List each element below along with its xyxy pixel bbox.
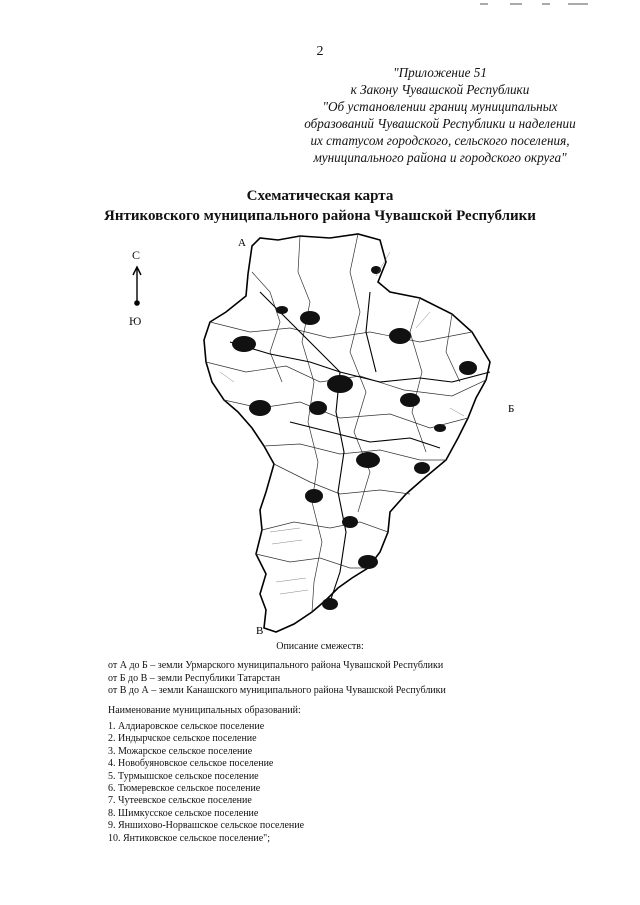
annex-line: муниципального района и городского округа" bbox=[313, 150, 567, 165]
document-title bbox=[0, 186, 640, 226]
title-line-2: Янтиковского муниципального района Чувашской Республики bbox=[104, 208, 536, 224]
list-item: 3. Можарское сельское поселение bbox=[108, 745, 253, 757]
list-item: 2. Индырчское сельское поселение bbox=[108, 733, 257, 745]
annex-line: к Закону Чувашской Республики bbox=[350, 82, 530, 97]
list-item: 7. Чутеевское сельское поселение bbox=[108, 795, 252, 807]
compass-north-label: С bbox=[132, 248, 141, 262]
scan-artifact-marks bbox=[470, 0, 600, 10]
annex-line: их статусом городского, сельского поселения, bbox=[310, 133, 570, 148]
list-item: 10. Янтиковское сельское поселение"; bbox=[108, 832, 271, 844]
list-item: 9. Яншихово-Норвашское сельское поселение bbox=[108, 820, 305, 832]
adjacency-list bbox=[108, 660, 446, 698]
list-item: 8. Шимкусское сельское поселение bbox=[108, 807, 259, 819]
adjacency-line: от А до Б – земли Урмарского муниципального района Чувашской Республики bbox=[108, 660, 444, 671]
map-point-a: А bbox=[238, 237, 246, 249]
page-number: 2 bbox=[316, 44, 324, 59]
annex-line: образований Чувашской Республики и наделении bbox=[304, 116, 576, 131]
annex-header bbox=[280, 64, 600, 166]
compass-south-label: Ю bbox=[129, 314, 142, 328]
annex-line: "Об установлении границ муниципальных bbox=[322, 99, 558, 114]
list-item: 1. Алдиаровское сельское поселение bbox=[108, 721, 265, 732]
municipalities-list bbox=[108, 721, 304, 845]
map-point-b: Б bbox=[508, 403, 515, 415]
north-arrow bbox=[124, 248, 152, 338]
list-item: 4. Новобуяновское сельское поселение bbox=[108, 758, 274, 770]
title-line-1: Схематическая карта bbox=[246, 188, 394, 204]
annex-line: "Приложение 51 bbox=[393, 65, 487, 80]
municipalities-title: Наименование муниципальных образований: bbox=[108, 705, 301, 716]
map-point-v: В bbox=[256, 625, 264, 637]
list-item: 6. Тюмеревское сельское поселение bbox=[108, 783, 261, 795]
adjacency-title: Описание смежеств: bbox=[276, 641, 364, 652]
adjacency-line: от Б до В – земли Республики Татарстан bbox=[108, 672, 281, 684]
field-hatching bbox=[220, 252, 464, 594]
adjacency-line: от В до А – земли Канашского муниципального района Чувашской Республики bbox=[108, 685, 446, 697]
list-item: 5. Турмышское сельское поселение bbox=[108, 770, 259, 782]
district-map bbox=[190, 232, 530, 640]
district-boundary bbox=[204, 234, 490, 632]
